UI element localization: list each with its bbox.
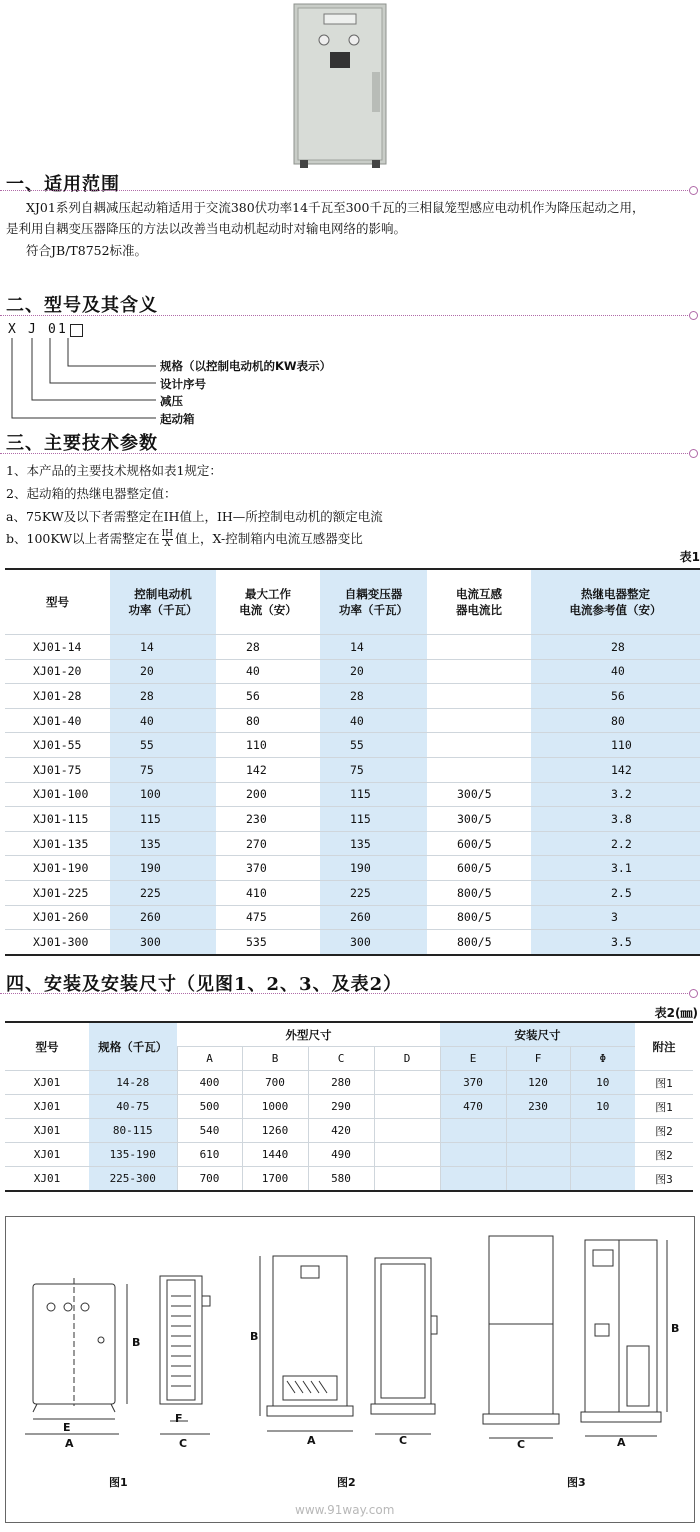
table-cell: 800/5 — [427, 930, 531, 955]
table-cell: XJ01-75 — [5, 757, 110, 782]
table-cell — [374, 1095, 440, 1119]
table-cell: 80-115 — [89, 1119, 177, 1143]
table-cell: XJ01-100 — [5, 782, 110, 807]
table-row — [5, 1143, 693, 1167]
sub-header-phi: Φ — [570, 1047, 635, 1071]
param-item-b-prefix: b、100KW以上者需整定在 — [6, 531, 160, 546]
table-cell — [427, 684, 531, 709]
table-cell: 10 — [570, 1095, 635, 1119]
table-cell: 300/5 — [427, 807, 531, 832]
section-divider — [0, 453, 690, 454]
table-cell: 470 — [440, 1095, 506, 1119]
sub-header-f: F — [506, 1047, 570, 1071]
table-cell: 300 — [110, 930, 216, 955]
table-1-header-row — [5, 569, 700, 635]
table-row — [5, 880, 700, 905]
table-row — [5, 831, 700, 856]
dim-label-b: B — [671, 1322, 680, 1335]
watermark: www.91way.com — [295, 1503, 395, 1517]
dim-label-b: B — [132, 1336, 141, 1349]
table-row — [5, 905, 700, 930]
section-divider — [0, 993, 690, 994]
table-cell: 200 — [216, 782, 320, 807]
dim-label-f: F — [175, 1412, 183, 1425]
fraction-numerator: IH — [161, 529, 174, 539]
table-cell: 55 — [320, 733, 427, 758]
code-char: 1 — [58, 322, 66, 337]
table-cell: 115 — [320, 782, 427, 807]
table-row — [5, 856, 700, 881]
product-photo — [288, 2, 400, 172]
table-cell: 135 — [110, 831, 216, 856]
table-cell — [506, 1143, 570, 1167]
table-cell: 370 — [440, 1071, 506, 1095]
table-cell: 610 — [177, 1143, 242, 1167]
sub-header-e: E — [440, 1047, 506, 1071]
dim-label-c: C — [179, 1437, 188, 1450]
table-cell: 540 — [177, 1119, 242, 1143]
param-item-2: 2、起动箱的热继电器整定值： — [6, 486, 177, 501]
table-1-caption: 表1 — [679, 550, 700, 564]
code-char: 0 — [48, 322, 56, 337]
table-cell: XJ01-14 — [5, 635, 110, 660]
table-cell: 14 — [110, 635, 216, 660]
table-cell: 110 — [531, 733, 700, 758]
table-cell: XJ01 — [5, 1143, 89, 1167]
dim-label-a: A — [617, 1436, 626, 1449]
section-1-title: 一、适用范围 — [6, 174, 120, 195]
col-header-spec: 规格（千瓦） — [89, 1022, 177, 1071]
table-row — [5, 757, 700, 782]
table-cell: XJ01 — [5, 1095, 89, 1119]
table-cell: 40-75 — [89, 1095, 177, 1119]
table-cell: 600/5 — [427, 856, 531, 881]
section-4-title: 四、安装及安装尺寸（见图1、2、3、及表2） — [6, 974, 403, 995]
col-header-outer-dims: 外型尺寸 — [177, 1022, 440, 1047]
table-cell: 135 — [320, 831, 427, 856]
table-row — [5, 1119, 693, 1143]
table-cell: XJ01-135 — [5, 831, 110, 856]
table-cell — [374, 1143, 440, 1167]
figure-3-back-view — [483, 1236, 559, 1438]
col-header-motor-power: 控制电动机 功率（千瓦） — [110, 569, 216, 635]
table-cell: 410 — [216, 880, 320, 905]
table-row — [5, 1167, 693, 1192]
table-cell: 270 — [216, 831, 320, 856]
table-cell: 535 — [216, 930, 320, 955]
table-cell — [374, 1071, 440, 1095]
table-cell: 115 — [110, 807, 216, 832]
table-cell: 40 — [531, 659, 700, 684]
table-cell: 1700 — [242, 1167, 308, 1192]
table-cell: 420 — [308, 1119, 374, 1143]
table-row — [5, 782, 700, 807]
figure-1-side-view — [160, 1276, 210, 1434]
table-cell: 图3 — [635, 1167, 693, 1192]
col-header-model: 型号 — [5, 1022, 89, 1071]
sub-header-d: D — [374, 1047, 440, 1071]
table-cell: 图1 — [635, 1095, 693, 1119]
table-cell: 图2 — [635, 1143, 693, 1167]
table-cell — [570, 1167, 635, 1192]
table-row — [5, 733, 700, 758]
table-cell: 225-300 — [89, 1167, 177, 1192]
table-cell: 1000 — [242, 1095, 308, 1119]
table-cell: 260 — [320, 905, 427, 930]
table-cell: 600/5 — [427, 831, 531, 856]
table-row — [5, 807, 700, 832]
table-cell: XJ01 — [5, 1167, 89, 1192]
dim-label-a: A — [307, 1434, 316, 1447]
col-header-note: 附注 — [635, 1022, 693, 1071]
table-cell: 28 — [320, 684, 427, 709]
table-row — [5, 930, 700, 955]
table-cell: 图2 — [635, 1119, 693, 1143]
col-header-install-dims: 安装尺寸 — [440, 1022, 635, 1047]
table-cell: XJ01 — [5, 1119, 89, 1143]
table-cell: XJ01-28 — [5, 684, 110, 709]
figure-2-caption: 图2 — [337, 1476, 356, 1489]
table-cell: 230 — [506, 1095, 570, 1119]
table-cell: 1260 — [242, 1119, 308, 1143]
table-cell: 1440 — [242, 1143, 308, 1167]
table-cell: 225 — [110, 880, 216, 905]
table-cell: 110 — [216, 733, 320, 758]
table-cell: 190 — [110, 856, 216, 881]
table-cell: 75 — [320, 757, 427, 782]
table-cell: XJ01-300 — [5, 930, 110, 955]
table-cell: 40 — [110, 708, 216, 733]
table-cell: 3.8 — [531, 807, 700, 832]
table-cell: 3.5 — [531, 930, 700, 955]
table-cell: XJ01-225 — [5, 880, 110, 905]
table-cell: 56 — [531, 684, 700, 709]
table-cell: 400 — [177, 1071, 242, 1095]
table-cell: 3.1 — [531, 856, 700, 881]
param-item-b — [6, 528, 363, 549]
table-2-caption: 表2(㎜) — [654, 1006, 698, 1020]
model-code-legend — [160, 358, 331, 428]
table-cell: 700 — [177, 1167, 242, 1192]
table-1 — [5, 568, 700, 956]
divider-dot — [689, 989, 698, 998]
legend-starter: 起动箱 — [160, 411, 195, 426]
divider-dot — [689, 311, 698, 320]
table-cell: 20 — [320, 659, 427, 684]
section-2-title: 二、型号及其含义 — [6, 295, 158, 316]
table-row — [5, 1071, 693, 1095]
col-header-relay-setting: 热继电器整定 电流参考值（安） — [531, 569, 700, 635]
installation-drawings — [5, 1216, 693, 1521]
table-cell: XJ01-190 — [5, 856, 110, 881]
table-cell: 800/5 — [427, 905, 531, 930]
table-cell: XJ01-20 — [5, 659, 110, 684]
table-cell: 40 — [320, 708, 427, 733]
col-header-ct-ratio: 电流互感 器电流比 — [427, 569, 531, 635]
table-cell: 142 — [531, 757, 700, 782]
dim-label-c: C — [517, 1438, 526, 1451]
table-cell — [506, 1119, 570, 1143]
table-cell: 580 — [308, 1167, 374, 1192]
table-cell — [374, 1119, 440, 1143]
table-cell: 260 — [110, 905, 216, 930]
table-cell: 280 — [308, 1071, 374, 1095]
dim-label-e: E — [63, 1421, 71, 1434]
legend-design: 设计序号 — [160, 376, 206, 391]
table-cell: 75 — [110, 757, 216, 782]
section-1-line-1: XJ01系列自耦减压起动箱适用于交流380伏功率14千瓦至300千瓦的三相鼠笼型感应电动机作为降压起动之用， — [26, 200, 645, 215]
table-2-header-row — [5, 1022, 693, 1047]
figure-2-front-view — [260, 1256, 353, 1431]
table-cell: 3 — [531, 905, 700, 930]
table-cell: 300 — [320, 930, 427, 955]
fraction-denominator: X — [164, 539, 171, 549]
table-cell: 14-28 — [89, 1071, 177, 1095]
table-cell: 135-190 — [89, 1143, 177, 1167]
table-cell — [570, 1119, 635, 1143]
table-cell: 2.5 — [531, 880, 700, 905]
table-cell: 20 — [110, 659, 216, 684]
code-char: X — [8, 322, 16, 337]
section-divider — [0, 190, 690, 191]
dim-label-b: B — [250, 1330, 259, 1343]
table-cell: 28 — [110, 684, 216, 709]
table-cell: 700 — [242, 1071, 308, 1095]
table-cell: 图1 — [635, 1071, 693, 1095]
table-cell: 115 — [320, 807, 427, 832]
param-item-1: 1、本产品的主要技术规格如表1规定： — [6, 463, 222, 478]
table-cell: 800/5 — [427, 880, 531, 905]
table-cell: 490 — [308, 1143, 374, 1167]
divider-dot — [689, 449, 698, 458]
table-row — [5, 635, 700, 660]
table-row — [5, 659, 700, 684]
table-cell: 300/5 — [427, 782, 531, 807]
col-header-max-current: 最大工作 电流（安） — [216, 569, 320, 635]
legend-reduce: 减压 — [160, 394, 183, 408]
table-row — [5, 684, 700, 709]
dim-label-a: A — [65, 1437, 74, 1450]
table-row — [5, 708, 700, 733]
table-cell — [427, 708, 531, 733]
table-cell — [570, 1143, 635, 1167]
table-row — [5, 1095, 693, 1119]
table-cell: 28 — [531, 635, 700, 660]
figure-1-caption: 图1 — [109, 1476, 128, 1489]
table-cell — [440, 1119, 506, 1143]
sub-header-b: B — [242, 1047, 308, 1071]
table-cell: 55 — [110, 733, 216, 758]
table-2 — [5, 1021, 693, 1192]
figure-2-side-view — [371, 1258, 437, 1434]
table-cell: 100 — [110, 782, 216, 807]
section-3-title: 三、主要技术参数 — [6, 433, 158, 454]
table-cell: 3.2 — [531, 782, 700, 807]
col-header-model: 型号 — [5, 569, 110, 635]
table-cell: 370 — [216, 856, 320, 881]
table-cell: XJ01-260 — [5, 905, 110, 930]
table-cell: 80 — [216, 708, 320, 733]
figure-1-front-view — [25, 1278, 127, 1434]
table-cell: 225 — [320, 880, 427, 905]
table-cell: XJ01-40 — [5, 708, 110, 733]
table-cell — [427, 757, 531, 782]
sub-header-c: C — [308, 1047, 374, 1071]
section-divider — [0, 315, 690, 316]
table-cell: 28 — [216, 635, 320, 660]
fraction — [162, 530, 173, 549]
dim-label-c: C — [399, 1434, 408, 1447]
table-cell — [440, 1143, 506, 1167]
table-cell: 230 — [216, 807, 320, 832]
section-1-line-2: 是利用自耦变压器降压的方法以改善当电动机起动时对输电网络的影响。 — [6, 221, 407, 236]
table-cell — [506, 1167, 570, 1192]
section-1-line-3: 符合JB/T8752标准。 — [26, 243, 148, 258]
param-item-b-suffix: 值上，X-控制箱内电流互感器变比 — [175, 531, 363, 546]
table-cell: 40 — [216, 659, 320, 684]
table-cell — [427, 659, 531, 684]
table-cell: XJ01-115 — [5, 807, 110, 832]
table-cell: XJ01-55 — [5, 733, 110, 758]
table-cell: 142 — [216, 757, 320, 782]
table-cell: 2.2 — [531, 831, 700, 856]
figure-3-caption: 图3 — [567, 1476, 586, 1489]
table-cell — [427, 733, 531, 758]
table-cell: 500 — [177, 1095, 242, 1119]
table-cell — [440, 1167, 506, 1192]
code-char: J — [28, 322, 36, 337]
figure-3-front-view — [581, 1240, 667, 1436]
table-cell — [427, 635, 531, 660]
table-cell: 80 — [531, 708, 700, 733]
table-cell: 56 — [216, 684, 320, 709]
param-item-a: a、75KW及以下者需整定在IH值上，IH—所控制电动机的额定电流 — [6, 509, 383, 524]
table-cell: 10 — [570, 1071, 635, 1095]
divider-dot — [689, 186, 698, 195]
table-cell: 120 — [506, 1071, 570, 1095]
legend-spec: 规格（以控制电动机的KW表示） — [160, 359, 332, 373]
table-cell — [374, 1167, 440, 1192]
table-cell: 14 — [320, 635, 427, 660]
model-code-leader-lines — [0, 336, 170, 426]
table-cell: 190 — [320, 856, 427, 881]
table-cell: XJ01 — [5, 1071, 89, 1095]
col-header-transformer-power: 自耦变压器 功率（千瓦） — [320, 569, 427, 635]
table-cell: 290 — [308, 1095, 374, 1119]
sub-header-a: A — [177, 1047, 242, 1071]
table-cell: 475 — [216, 905, 320, 930]
